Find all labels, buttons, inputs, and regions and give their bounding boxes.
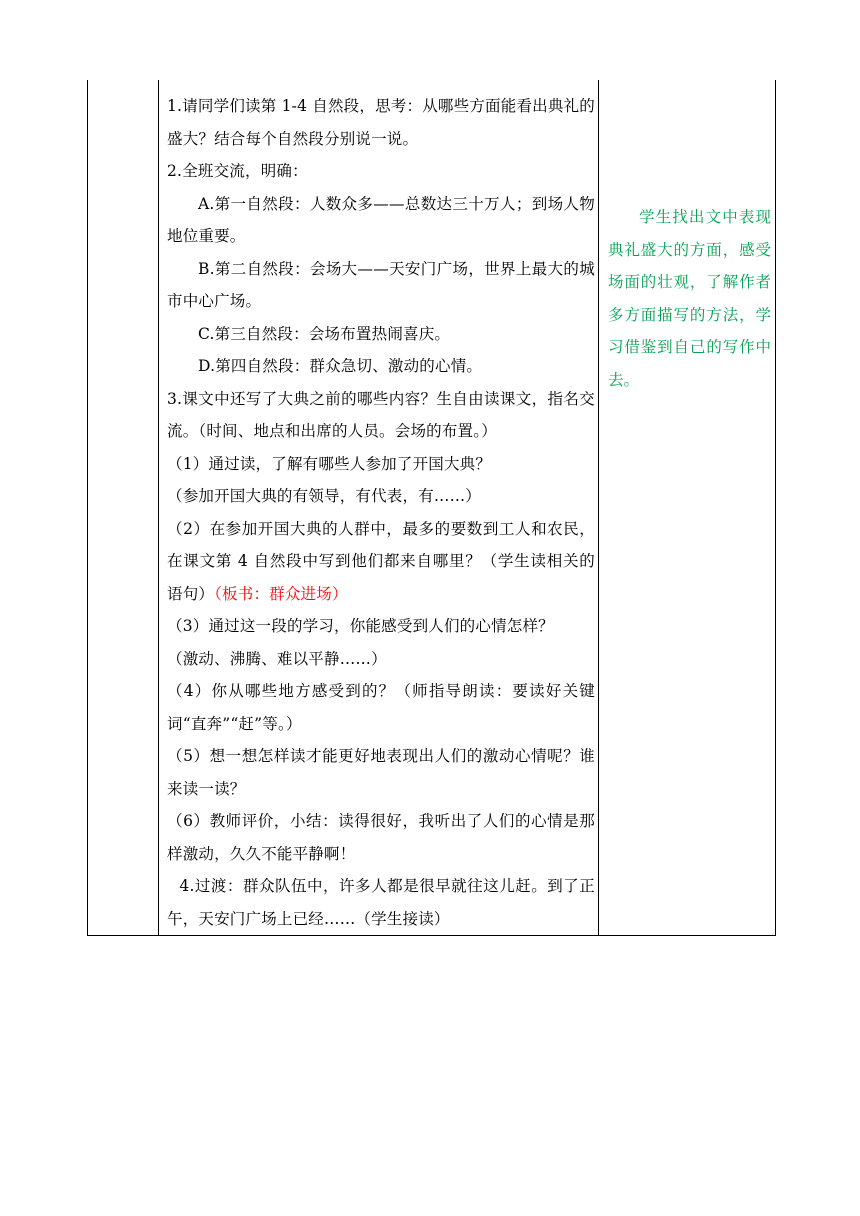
sub-answer-1: （参加开国大典的有领导，有代表，有……） [167, 487, 482, 505]
sub-question-2-text: （2）在参加开国大典的人群中，最多的要数到工人和农民，在课文第 4 自然段中写到他们都来自哪里？（学生读相关的语句） [167, 519, 595, 603]
sub-question-5: （5）想一想怎样读才能更好地表现出人们的激动心情呢？谁来读一读？ [167, 747, 595, 798]
table-row [88, 80, 776, 936]
design-intent-cell [599, 80, 776, 936]
teaching-process-cell [159, 80, 599, 936]
lesson-plan-table [87, 80, 776, 936]
board-note: （板书：群众进场） [214, 584, 348, 603]
question-3: 3.课文中还写了大典之前的哪些内容？生自由读课文，指名交流。（时间、地点和出席的人员。会场的布置。） [167, 389, 595, 440]
stage-cell [88, 80, 159, 936]
sub-question-2 [167, 513, 595, 611]
sub-question-4: （4）你从哪些地方感受到的？（师指导朗读：要读好关键词“直奔”“赶”等。） [167, 682, 595, 733]
design-intent-note: 学生找出文中表现典礼盛大的方面，感受场面的壮观，了解作者多方面描写的方法，学习借鉴到自己的写作中去。 [608, 208, 771, 389]
question-4: 4.过渡：群众队伍中，许多人都是很早就往这儿赶。到了正午，天安门广场上已经……（学生接读） [167, 877, 595, 928]
sub-question-3: （3）通过这一段的学习，你能感受到人们的心情怎样？ [167, 617, 554, 635]
point-c: C.第三自然段：会场布置热闹喜庆。 [198, 324, 451, 343]
sub-question-6: （6）教师评价，小结：读得很好，我听出了人们的心情是那样激动，久久不能平静啊！ [167, 812, 595, 863]
sub-answer-3: （激动、沸腾、难以平静……） [167, 649, 387, 668]
question-2: 2.全班交流，明确： [167, 162, 308, 180]
point-a: A.第一自然段：人数众多——总数达三十万人；到场人物地位重要。 [167, 194, 595, 245]
point-d: D.第四自然段：群众急切、激动的心情。 [198, 357, 483, 375]
question-1: 1.请同学们读第 1-4 自然段，思考：从哪些方面能看出典礼的盛大？结合每个自然段分别说一说。 [167, 97, 595, 148]
point-b: B.第二自然段：会场大——天安门广场，世界上最大的城市中心广场。 [167, 259, 595, 310]
sub-question-1: （1）通过读，了解有哪些人参加了开国大典？ [167, 454, 492, 473]
